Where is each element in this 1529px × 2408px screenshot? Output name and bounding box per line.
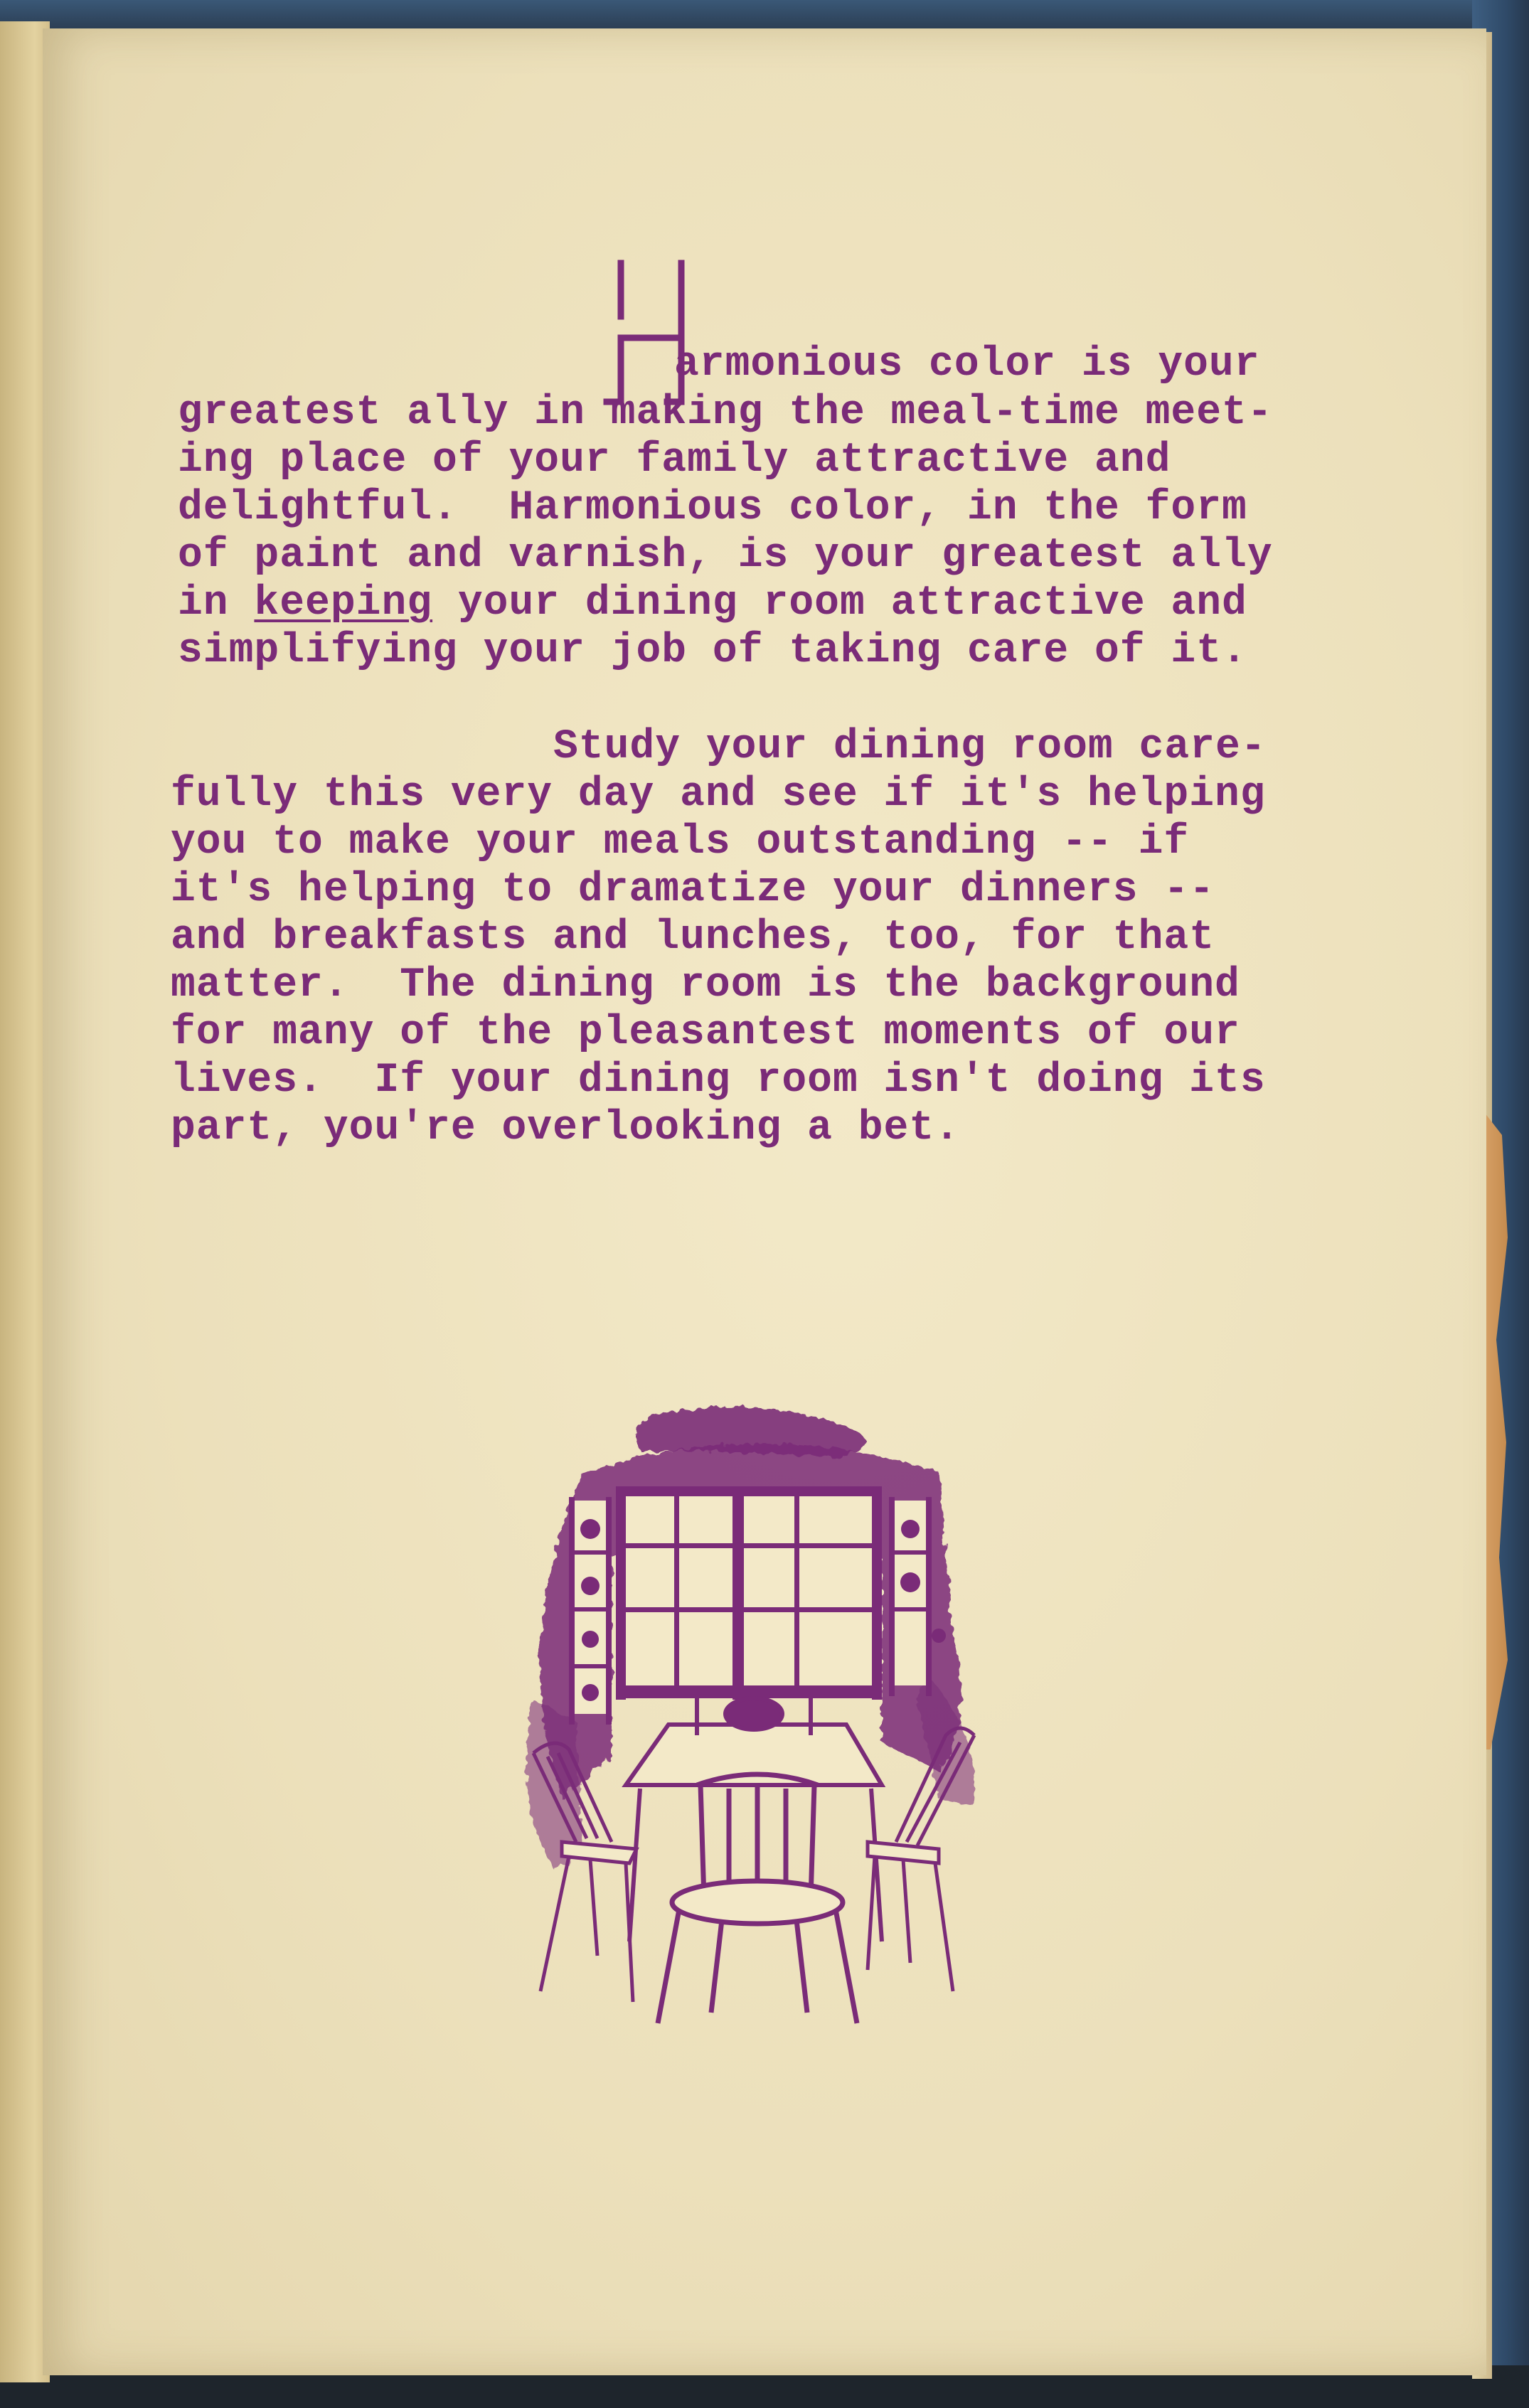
para2-line9: part, you're overlooking a bet. [171,1105,960,1151]
para1-line6-post: your dining room attractive and [432,580,1247,627]
para1-line4: delightful. Harmonious color, in the form [178,485,1247,531]
para1-line3: ing place of your family attractive and [178,437,1171,484]
book-page [43,28,1486,2375]
para1-line7: simplifying your job of taking care of it. [178,628,1247,674]
para1-line1: armonious color is your [674,341,1260,388]
drop-cap [568,231,710,416]
drop-cap-h-icon [568,231,710,416]
dining-room-illustration-icon [484,1401,1038,2027]
para2-line3: you to make your meals outstanding -- if [171,819,1190,865]
para1-line5: of paint and varnish, is your greatest ally [178,533,1273,579]
para1-line2: greatest ally in making the meal-time meet- [178,390,1273,436]
book-cover-top [0,0,1529,28]
para2-line7: for many of the pleasantest moments of our [171,1010,1240,1056]
para2-line5: and breakfasts and lunches, too, for that [171,915,1215,961]
para1-line6 [178,580,1247,627]
dining-room-illustration [484,1401,1038,2027]
para2-line4: it's helping to dramatize your dinners -- [171,867,1215,913]
para2-line1: Study your dining room care- [553,724,1267,770]
para2-line6: matter. The dining room is the background [171,962,1240,1008]
para2-line8: lives. If your dining room isn't doing its [171,1058,1266,1104]
para1-line6-pre: in [178,580,255,627]
underlined-word: keeping [254,580,433,627]
para2-line2: fully this very day and see if it's helping [171,772,1266,818]
